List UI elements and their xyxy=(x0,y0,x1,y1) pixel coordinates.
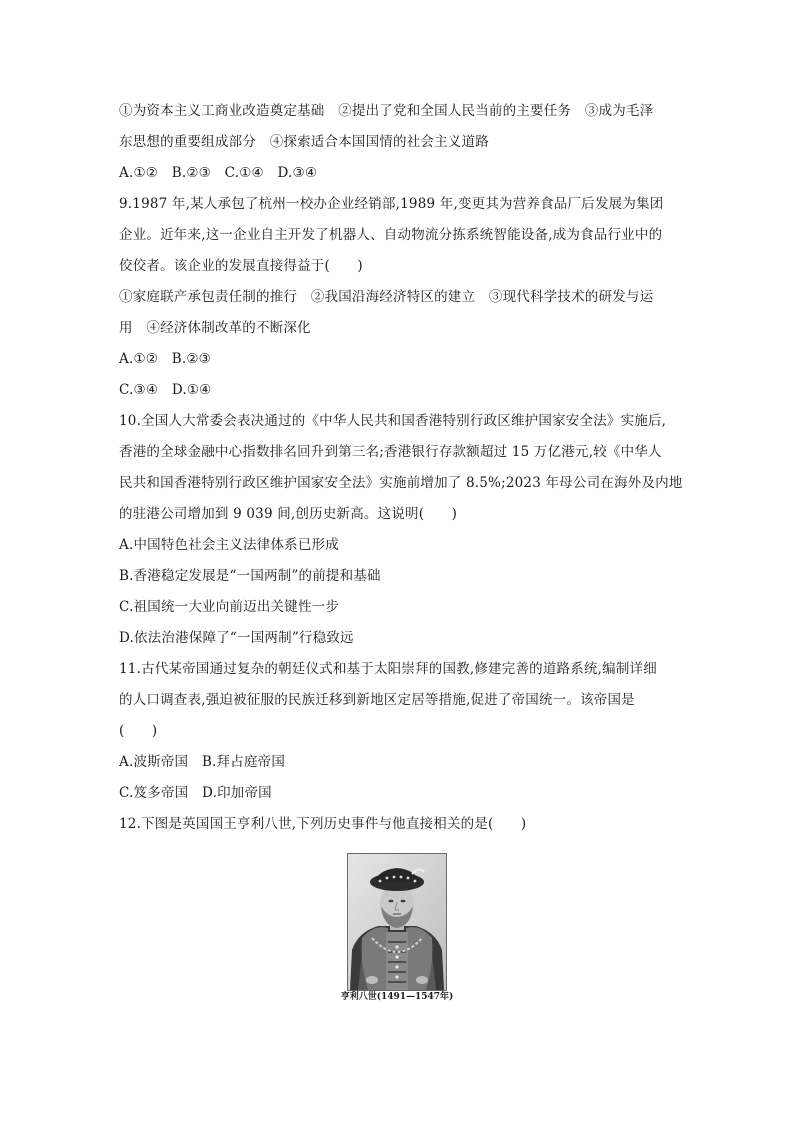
q12-stem: 12.下图是英国国王亨利八世,下列历史事件与他直接相关的是( ) xyxy=(119,816,527,832)
q10-option-a: A.中国特色社会主义法律体系已形成 xyxy=(119,537,339,553)
portrait-illustration xyxy=(348,854,446,990)
q9-items-line-2: 用 ④经济体制改革的不断深化 xyxy=(119,320,311,336)
q9-stem-line-3: 佼佼者。该企业的发展直接得益于( ) xyxy=(119,258,363,274)
q10-stem-line-3: 民共和国香港特别行政区维护国家安全法》实施前增加了 8.5%;2023 年母公司在海外及内地 xyxy=(119,475,683,491)
q10-option-b: B.香港稳定发展是“一国两制”的前提和基础 xyxy=(119,568,381,584)
q11-stem-line-1: 11.古代某帝国通过复杂的朝廷仪式和基于太阳崇拜的国教,修建完善的道路系统,编制详细 xyxy=(119,661,657,677)
q10-stem-line-4: 的驻港公司增加到 9 039 间,创历史新高。这说明( ) xyxy=(119,506,458,522)
q9-stem-line-2: 企业。近年来,这一企业自主开发了机器人、自动物流分拣系统智能设备,成为食品行业中的 xyxy=(119,227,663,243)
q11-stem-line-2: 的人口调查表,强迫被征服的民族迁移到新地区定居等措施,促进了帝国统一。该帝国是 xyxy=(119,692,635,708)
q8-options: A.①② B.②③ C.①④ D.③④ xyxy=(119,165,318,181)
q8-choice-line-1: ①为资本主义工商业改造奠定基础 ②提出了党和全国人民当前的主要任务 ③成为毛泽 xyxy=(119,103,654,119)
q9-options-ab: A.①② B.②③ xyxy=(119,351,211,367)
q10-option-c: C.祖国统一大业向前迈出关键性一步 xyxy=(119,599,340,615)
q10-option-d: D.依法治港保障了“一国两制”行稳致远 xyxy=(119,630,354,646)
q10-stem-line-1: 10.全国人大常委会表决通过的《中华人民共和国香港特别行政区维护国家安全法》实施后, xyxy=(119,413,667,429)
q11-options-ab: A.波斯帝国 B.拜占庭帝国 xyxy=(119,754,286,770)
henry-viii-portrait xyxy=(347,853,447,991)
q9-options-cd: C.③④ D.①④ xyxy=(119,382,212,398)
q11-options-cd: C.笈多帝国 D.印加帝国 xyxy=(119,785,272,801)
q11-stem-line-3: ( ) xyxy=(119,723,158,739)
q10-stem-line-2: 香港的全球金融中心指数排名回升到第三名;香港银行存款额超过 15 万亿港元,较《中华人 xyxy=(119,444,662,460)
q9-stem-line-1: 9.1987 年,某人承包了杭州一校办企业经销部,1989 年,变更其为营养食品厂后发展为集团 xyxy=(119,196,664,212)
portrait-caption: 亨利八世(1491—1547年) xyxy=(340,992,454,1002)
q8-choice-line-2: 东思想的重要组成部分 ④探索适合本国国情的社会主义道路 xyxy=(119,134,489,150)
q9-items-line-1: ①家庭联产承包责任制的推行 ②我国沿海经济特区的建立 ③现代科学技术的研发与运 xyxy=(119,289,654,305)
